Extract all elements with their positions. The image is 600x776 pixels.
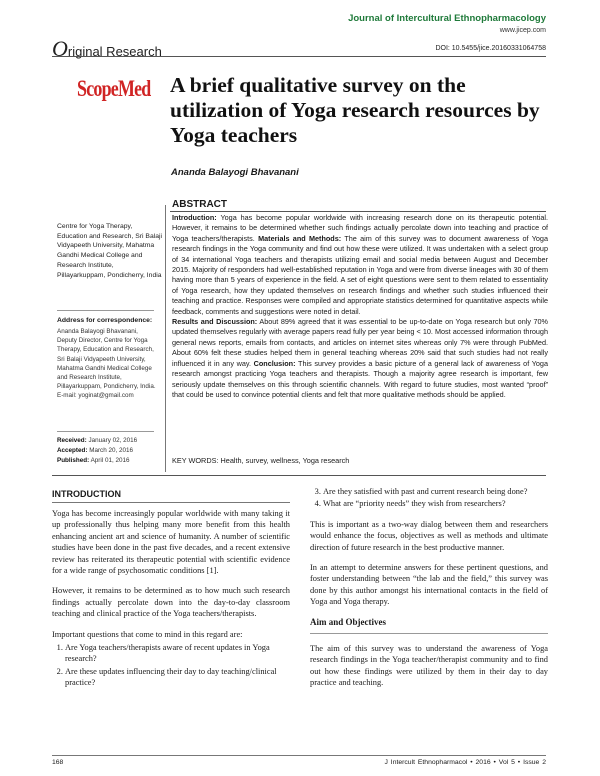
- aim-paragraph: The aim of this survey was to understand the awareness of Yoga research findings in the Yoga teacher/therapist community and to find out how these findings were utilized by them in their day to day practice and teaching.: [310, 644, 548, 688]
- abstract-methods-label: Materials and Methods:: [258, 233, 342, 243]
- article-title: A brief qualitative survey on the utilization of Yoga research resources by Yoga teachers: [170, 73, 540, 147]
- questions-list-2: [310, 486, 548, 510]
- received-label: Received:: [57, 437, 87, 444]
- accepted-label: Accepted:: [57, 447, 88, 455]
- page-number: 168: [52, 759, 64, 766]
- sidebar-divider: [57, 310, 154, 311]
- scopemed-logo: ScopeMed: [77, 76, 151, 101]
- sidebar-vertical-rule: [165, 205, 166, 472]
- introduction-heading: INTRODUCTION: [52, 489, 121, 499]
- published-label: Published:: [57, 457, 90, 465]
- aim-rule: [310, 633, 548, 634]
- question-2: 2. Are these updates influencing their day to day teaching/clinical practice?: [65, 666, 290, 689]
- footer-rule: [52, 755, 546, 756]
- abstract-intro-label: Introduction:: [172, 213, 217, 222]
- abstract-results-label: Results and Discussion:: [172, 317, 258, 327]
- aim-heading: Aim and Objectives: [310, 616, 386, 627]
- question-4: 4. What are “priority needs” they wish from researchers?: [323, 498, 548, 509]
- article-type: [52, 36, 162, 62]
- received-date: January 02, 2016: [88, 437, 138, 444]
- header-rule: [52, 56, 546, 57]
- sidebar-divider-2: [57, 431, 154, 432]
- journal-name: Journal of Intercultural Ethnopharmacology: [348, 13, 546, 24]
- right-paragraph-2: In an attempt to determine answers for these pertinent questions, and foster understanding between “the lab and the field,” this survey was done by this author amongst his international contacts in the field of Yoga and Yoga therapy.: [310, 563, 548, 607]
- abstract-heading: ABSTRACT: [172, 199, 227, 210]
- right-column: [310, 486, 548, 698]
- abstract-methods: The aim of this survey was to document awareness of Yoga research findings in the Yoga community and find out how these were utilized. It was undertaken with a select group of 34 international Yoga teachers and therapists utilizing email and social media between August and December 2015. Majority of responders had well-established reputation in Yoga and were from diverse lineages with 30 of them having more than 5 years of experience in the field. A set of eight questions were sent to them related to essentiality of Yoga research, how they updated themselves on research findings and whether such studies influenced their teaching and practice. Responses were compiled and appropriate statistics determined for quantitative aspects while feedback, comments and suggestions were noted in detail.: [172, 233, 548, 316]
- intro-paragraph-1: Yoga has become increasingly popular worldwide with many taking it up professionally thus helping many more benefit from this health enhancing ancient art and science of humanity. A number of scientific studies have been done in the past five decades, and a recent extensive review has reiterated its therapeutic potential with scientific evidence for a wide range of psychosomatic conditions [1].: [52, 509, 290, 576]
- keywords: KEY WORDS: Health, survey, wellness, Yoga research: [172, 456, 350, 465]
- author-name: Ananda Balayogi Bhavanani: [171, 167, 299, 178]
- question-1: 1. Are Yoga teachers/therapists aware of recent updates in Yoga research?: [65, 642, 290, 665]
- question-3: 3. Are they satisfied with past and current research being done?: [323, 486, 548, 497]
- correspondence-email[interactable]: E-mail: yoginat@gmail.com: [57, 392, 134, 400]
- doi[interactable]: DOI: 10.5455/jice.20160331064758: [435, 45, 546, 52]
- journal-website[interactable]: www.jicep.com: [499, 27, 546, 34]
- article-type-rest: riginal Research: [67, 44, 162, 59]
- abstract-body: [172, 213, 548, 400]
- correspondence-heading: Address for correspondence:: [57, 317, 153, 324]
- accepted-date: March 20, 2016: [89, 447, 133, 455]
- affiliation: Centre for Yoga Therapy, Education and Research, Sri Balaji Vidyapeeth University, Mahatma Gandhi Medical College and Research Institute, Pillayarkuppam, Pondicherry, India: [57, 223, 163, 279]
- correspondence-text: [57, 327, 157, 401]
- article-dates: [57, 436, 137, 467]
- right-paragraph-1: This is important as a two-way dialog between them and researchers would enhance the focus, objectives as well as methods and ultimate direction of future research in the best productive manner.: [310, 519, 548, 552]
- questions-list-1: [52, 642, 290, 689]
- intro-paragraph-3: Important questions that come to mind in this regard are:: [52, 629, 243, 639]
- left-column: [52, 508, 290, 698]
- introduction-rule: [52, 502, 290, 503]
- keywords-rule: [52, 475, 546, 476]
- published-date: April 01, 2016: [90, 457, 130, 465]
- intro-paragraph-2: However, it remains to be determined as to how much such research findings actually percolate down into the day-to-day classroom teaching and clinical practice of the Yoga teachers/therapists.: [52, 586, 290, 619]
- correspondence-address: Ananda Balayogi Bhavanani, Deputy Director, Centre for Yoga Therapy, Education and Research, Sri Balaji Vidyapeeth University, Mahatma Gandhi Medical College and Research Institute, Pillayarkuppam, Pondicherry, India.: [57, 328, 156, 391]
- footer-citation: J Intercult Ethnopharmacol • 2016 • Vol 5 • Issue 2: [384, 759, 546, 766]
- abstract-results: About 89% agreed that it was essential to be up-to-date on Yoga research but only 70% updated themselves regularly with average papers read fully per year being < 10. Most accessed information through general news reports, emails from contacts, and articles on internet sites whereas only 7% were through PubMed. About 60% felt these studies helped them in general teaching whereas 20% said that such studies had not really influenced it in any way.: [172, 317, 548, 368]
- abstract-intro: Yoga has become popular worldwide with increasing research done on its therapeutic potential. However, it remains to be determined whether such findings actually percolate down into teaching and practice of Yoga teachers/therapists.: [172, 213, 548, 243]
- article-type-initial: O: [52, 36, 68, 61]
- abstract-conclusion-label: Conclusion:: [253, 358, 296, 368]
- abstract-conclusion: This survey provides a basic picture of a general lack of awareness of Yoga research amongst practicing Yoga teachers and therapists. Though a majority agree research is important, few seriously update themselves on this through scientific channels. With regard to future studies, most wanted “proof” that could be used to convince potential clients and felt that more qualitative methods should be applied.: [172, 358, 548, 399]
- abstract-rule: [170, 211, 546, 212]
